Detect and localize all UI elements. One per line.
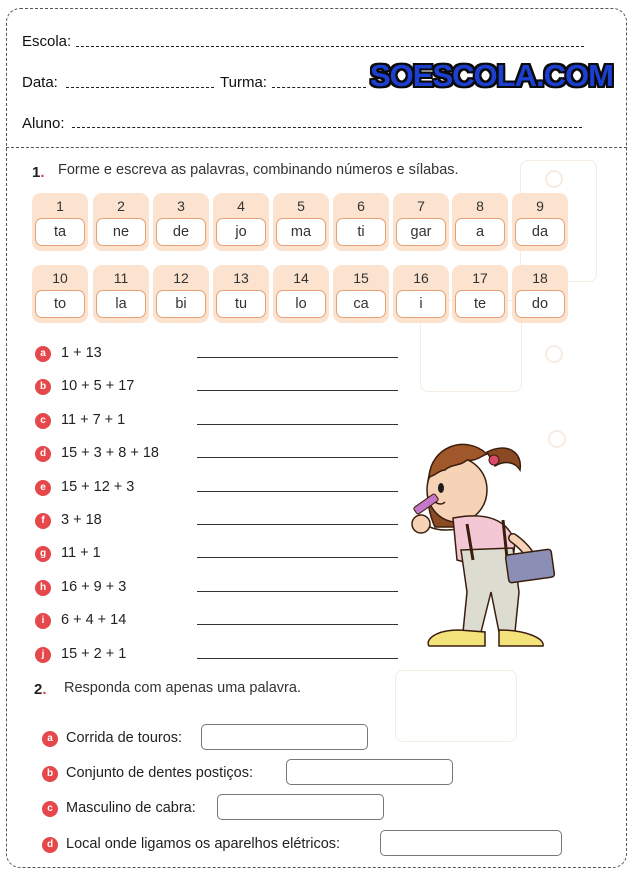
item-letter-badge: f bbox=[35, 513, 51, 529]
tile-number: 16 bbox=[413, 270, 429, 286]
tile-syllable: i bbox=[396, 290, 446, 318]
answer-line[interactable] bbox=[197, 590, 398, 592]
tile-syllable: te bbox=[455, 290, 505, 318]
answer-line[interactable] bbox=[197, 657, 398, 659]
tile-number: 15 bbox=[353, 270, 369, 286]
item-letter-badge: b bbox=[35, 379, 51, 395]
syllable-tile bbox=[213, 265, 269, 323]
syllable-tile bbox=[333, 193, 389, 251]
item-letter-badge: c bbox=[35, 413, 51, 429]
question-2-prompt: Responda com apenas uma palavra. bbox=[64, 680, 301, 696]
tile-syllable: de bbox=[156, 218, 206, 246]
tile-syllable: tu bbox=[216, 290, 266, 318]
item-letter-badge: b bbox=[42, 766, 58, 782]
tile-number: 11 bbox=[113, 270, 129, 286]
tile-number: 13 bbox=[233, 270, 249, 286]
student-label: Aluno: bbox=[22, 115, 65, 132]
item-letter-badge: d bbox=[35, 446, 51, 462]
item-expression: 15 + 3 + 8 + 18 bbox=[61, 445, 159, 462]
tile-syllable: lo bbox=[276, 290, 326, 318]
student-field[interactable] bbox=[72, 126, 582, 128]
question-2-label: Corrida de touros: bbox=[66, 730, 183, 746]
answer-line[interactable] bbox=[197, 356, 398, 358]
item-letter-badge: c bbox=[42, 801, 58, 817]
tile-number: 7 bbox=[417, 198, 425, 214]
question-2-number: 2. bbox=[34, 681, 47, 698]
tile-syllable: la bbox=[96, 290, 146, 318]
tile-syllable: ti bbox=[336, 218, 386, 246]
syllable-tile bbox=[512, 265, 568, 323]
question-2-label: Local onde ligamos os aparelhos elétricos: bbox=[66, 836, 341, 852]
tile-number: 2 bbox=[117, 198, 125, 214]
item-letter-badge: a bbox=[35, 346, 51, 362]
item-letter-badge: i bbox=[35, 613, 51, 629]
tile-syllable: da bbox=[515, 218, 565, 246]
background-decoration bbox=[395, 670, 517, 742]
tile-number: 5 bbox=[297, 198, 305, 214]
tile-syllable: ta bbox=[35, 218, 85, 246]
item-letter-badge: g bbox=[35, 546, 51, 562]
tile-number: 17 bbox=[472, 270, 488, 286]
header-divider bbox=[6, 147, 627, 148]
date-label: Data: bbox=[22, 74, 58, 91]
answer-box[interactable] bbox=[286, 759, 453, 785]
tile-syllable: bi bbox=[156, 290, 206, 318]
site-logo: SOESCOLA.COM bbox=[370, 58, 613, 93]
background-decoration bbox=[545, 170, 563, 188]
item-expression: 10 + 5 + 17 bbox=[61, 378, 135, 395]
answer-line[interactable] bbox=[197, 389, 398, 391]
syllable-tile bbox=[393, 193, 449, 251]
school-label: Escola: bbox=[22, 33, 72, 50]
syllable-tile bbox=[93, 265, 149, 323]
syllable-tile bbox=[273, 193, 329, 251]
tile-number: 8 bbox=[476, 198, 484, 214]
item-letter-badge: j bbox=[35, 647, 51, 663]
tile-syllable: to bbox=[35, 290, 85, 318]
date-field[interactable] bbox=[66, 86, 214, 88]
item-expression: 6 + 4 + 14 bbox=[61, 612, 127, 629]
answer-line[interactable] bbox=[197, 623, 398, 625]
item-expression: 11 + 7 + 1 bbox=[61, 411, 126, 428]
item-letter-badge: a bbox=[42, 731, 58, 747]
item-expression: 3 + 18 bbox=[61, 512, 102, 528]
tile-number: 10 bbox=[52, 270, 68, 286]
syllable-tile bbox=[273, 265, 329, 323]
class-label: Turma: bbox=[220, 74, 267, 91]
class-field[interactable] bbox=[272, 86, 366, 88]
item-expression: 11 + 1 bbox=[61, 545, 101, 562]
girl-illustration bbox=[395, 432, 575, 657]
syllable-tile bbox=[333, 265, 389, 323]
question-1-prompt: Forme e escreva as palavras, combinando números e sílabas. bbox=[58, 162, 459, 178]
background-decoration bbox=[545, 345, 563, 363]
item-expression: 1 + 13 bbox=[61, 345, 102, 361]
tile-syllable: a bbox=[455, 218, 505, 246]
tile-number: 6 bbox=[357, 198, 365, 214]
answer-box[interactable] bbox=[201, 724, 368, 750]
tile-number: 14 bbox=[293, 270, 309, 286]
answer-box[interactable] bbox=[217, 794, 384, 820]
tile-number: 3 bbox=[177, 198, 185, 214]
syllable-tile bbox=[452, 265, 508, 323]
answer-line[interactable] bbox=[197, 423, 398, 425]
answer-line[interactable] bbox=[197, 556, 398, 558]
syllable-tile bbox=[452, 193, 508, 251]
item-letter-badge: e bbox=[35, 480, 51, 496]
answer-line[interactable] bbox=[197, 523, 398, 525]
tile-syllable: ma bbox=[276, 218, 326, 246]
tile-number: 4 bbox=[237, 198, 245, 214]
question-1-number: 1. bbox=[32, 164, 45, 181]
item-letter-badge: h bbox=[35, 580, 51, 596]
syllable-tile bbox=[93, 193, 149, 251]
item-letter-badge: d bbox=[42, 837, 58, 853]
school-field[interactable] bbox=[76, 45, 584, 47]
syllable-tile bbox=[153, 193, 209, 251]
item-expression: 15 + 2 + 1 bbox=[61, 645, 127, 662]
tile-syllable: do bbox=[515, 290, 565, 318]
syllable-tile bbox=[512, 193, 568, 251]
item-expression: 15 + 12 + 3 bbox=[61, 478, 135, 495]
answer-line[interactable] bbox=[197, 490, 398, 492]
item-expression: 16 + 9 + 3 bbox=[61, 578, 127, 595]
tile-number: 18 bbox=[532, 270, 548, 286]
syllable-tile bbox=[32, 193, 88, 251]
syllable-tile bbox=[32, 265, 88, 323]
syllable-tile bbox=[393, 265, 449, 323]
tile-number: 1 bbox=[56, 198, 64, 214]
syllable-tile bbox=[213, 193, 269, 251]
question-2-label: Masculino de cabra: bbox=[66, 800, 196, 816]
tile-syllable: gar bbox=[396, 218, 446, 246]
answer-line[interactable] bbox=[197, 456, 398, 458]
tile-number: 9 bbox=[536, 198, 544, 214]
tile-syllable: ne bbox=[96, 218, 146, 246]
syllable-tile bbox=[153, 265, 209, 323]
question-2-label: Conjunto de dentes postiços: bbox=[66, 765, 254, 781]
tile-number: 12 bbox=[173, 270, 189, 286]
tile-syllable: ca bbox=[336, 290, 386, 318]
answer-box[interactable] bbox=[380, 830, 562, 856]
tile-syllable: jo bbox=[216, 218, 266, 246]
